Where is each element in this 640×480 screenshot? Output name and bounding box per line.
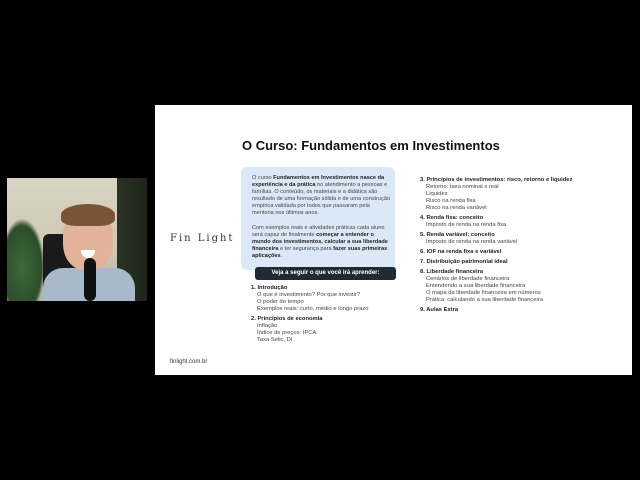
syllabus-section [251,285,401,313]
intro-paragraph-1: O curso Fundamentos em Investimentos nasce da experiência e da prática no atendimento a pessoas e famílias. O conteúdo, os materiais e a didática são resultado de uma formação sólida e de uma construção empírica validada por todos que passaram pela mentoria nos últimos anos. [252,175,391,216]
section-item: Exemplos reais: curto, médio e longo prazo [257,306,369,312]
intro-box [241,167,395,270]
syllabus-section [420,232,625,246]
section-title: 3. Princípios de investimentos: risco, retorno e liquidez [420,177,573,183]
syllabus-right-column [420,177,625,317]
section-title: 4. Renda fixa: conceito [420,215,484,221]
section-item: Retorno: taxa nominal x real [426,184,499,190]
presenter-webcam [7,178,147,301]
syllabus-section [420,269,625,304]
microphone [84,258,96,301]
syllabus-section [420,307,625,314]
section-title: 2. Princípios de economia [251,316,323,322]
brand-logo: Fin Light [170,233,235,244]
learn-banner: Veja a seguir o que você irá aprender: [255,267,396,280]
section-item: O mapa da liberdade financeira em números [426,290,541,296]
section-title: 8. Liberdade financeira [420,269,484,275]
syllabus-section [420,249,625,256]
syllabus-section [251,316,401,344]
section-item: Risco na renda fixa [426,198,476,204]
intro-paragraph-2: Com exemplos reais e atividades práticas cada aluno será capaz de finalmente começar a entender o mundo dos investimentos, calcular a sua liberdade financeira e ter segurança para fazer suas primeiras aplicações. [252,225,388,259]
syllabus-left-column [251,285,401,347]
presentation-slide [155,105,632,375]
section-item: Inflação [257,323,278,329]
slide-title: O Curso: Fundamentos em Investimentos [242,138,500,153]
section-item: Imposto de renda na renda variável [426,239,518,245]
syllabus-section [420,259,625,266]
section-title: 6. IOF na renda fixa e variável [420,249,502,255]
syllabus-section [420,215,625,229]
section-item: Entendendo a sua liberdade financeira [426,283,526,289]
section-item: Taxa Selic, DI [257,337,293,343]
section-item: Índice de preços: IPCA [257,330,317,336]
section-item: Risco na renda variável [426,205,487,211]
website-footer: finlight.com.br [170,359,208,365]
presenter-hair [61,204,115,226]
section-item: Liquidez [426,191,448,197]
plant-decoration [7,218,45,301]
section-title: 5. Renda variável: conceito [420,232,495,238]
section-item: Cenários de liberdade financeira [426,276,510,282]
syllabus-section [420,177,625,212]
section-item: O poder do tempo [257,299,304,305]
section-title: 7. Distribuição patrimonial ideal [420,259,508,265]
section-title: 9. Aulas Extra [420,307,459,313]
section-item: Prática: calculando a sua liberdade financeira [426,297,543,303]
section-item: O que é investimento? Por que investir? [257,292,361,298]
section-title: 1. Introdução [251,285,288,291]
section-item: Imposto de renda na renda fixa [426,222,507,228]
